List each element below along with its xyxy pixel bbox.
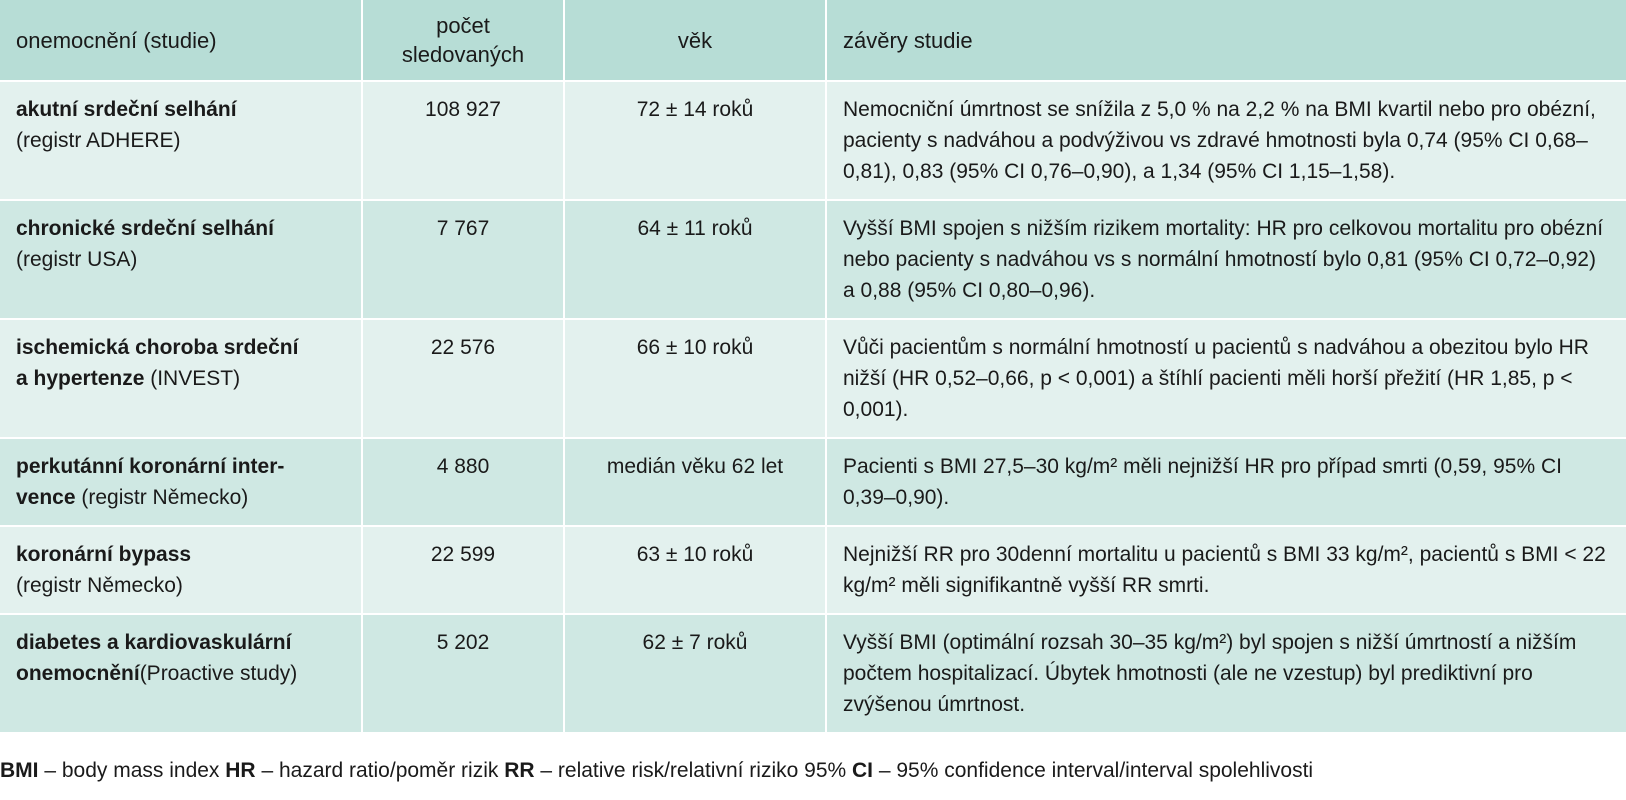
footnote-definition: – hazard ratio/poměr rizik — [255, 759, 505, 782]
cell-disease — [0, 200, 362, 319]
footnote-definition: – body mass index — [38, 759, 226, 782]
cell-age: 66 ± 10 roků — [564, 319, 826, 438]
header-conclusions: závěry studie — [826, 0, 1626, 81]
disease-name-bold-2: onemocnění — [16, 662, 140, 685]
footnote-abbr: HR — [225, 759, 256, 782]
cell-disease — [0, 614, 362, 733]
table-row — [0, 438, 1626, 526]
header-age: věk — [564, 0, 826, 81]
table-row — [0, 526, 1626, 614]
footnote-definition: – 95% confidence interval/interval spolehlivosti — [873, 759, 1314, 782]
disease-study: (registr Německo) — [75, 486, 249, 509]
cell-disease — [0, 319, 362, 438]
disease-name-bold-2: a hypertenze — [16, 367, 145, 390]
cell-count: 5 202 — [362, 614, 564, 733]
footnote-definition: – relative risk/relativní riziko 95% — [534, 759, 853, 782]
disease-name-bold-1: akutní srdeční selhání — [16, 98, 237, 121]
cell-conclusion: Vůči pacientům s normální hmotností u pacientů s nadváhou a obezitou bylo HR nižší (HR 0,52–0,66, p < 0,001) a štíhlí pacienti měli horší přežití (HR 1,85, p < 0,001). — [826, 319, 1626, 438]
header-count — [362, 0, 564, 81]
cell-count: 22 599 — [362, 526, 564, 614]
abbreviations-footnote — [0, 756, 1313, 786]
table-header-row — [0, 0, 1626, 81]
table-body — [0, 81, 1626, 733]
cell-conclusion: Pacienti s BMI 27,5–30 kg/m² měli nejnižší HR pro případ smrti (0,59, 95% CI 0,39–0,90). — [826, 438, 1626, 526]
cell-disease — [0, 81, 362, 200]
cell-disease — [0, 526, 362, 614]
cell-conclusion: Nemocniční úmrtnost se snížila z 5,0 % na 2,2 % na BMI kvartil nebo pro obézní, pacienty s nadváhou a podvýživou vs zdravé hmotnosti byla 0,74 (95% CI 0,68–0,81), 0,83 (95% CI 0,76–0,90), a 1,34 (95% CI 1,15–1,58). — [826, 81, 1626, 200]
table-row — [0, 81, 1626, 200]
footnote-abbr: BMI — [0, 759, 39, 782]
cell-age: 72 ± 14 roků — [564, 81, 826, 200]
footnote-abbr: RR — [504, 759, 535, 782]
cell-disease — [0, 438, 362, 526]
header-count-line1: počet — [436, 13, 490, 38]
cell-age: 64 ± 11 roků — [564, 200, 826, 319]
disease-study: (registr USA) — [16, 248, 138, 271]
disease-study: (registr ADHERE) — [16, 129, 181, 152]
footnote-abbr: CI — [852, 759, 874, 782]
table-row — [0, 319, 1626, 438]
disease-name-bold-1: koronární bypass — [16, 543, 192, 566]
cell-conclusion: Vyšší BMI spojen s nižším rizikem mortality: HR pro celkovou mortalitu pro obézní nebo pacienty s nadváhou vs s normální hmotností bylo 0,81 (95% CI 0,72–0,92) a 0,88 (95% CI 0,80–0,96). — [826, 200, 1626, 319]
cell-conclusion: Vyšší BMI (optimální rozsah 30–35 kg/m²) byl spojen s nižší úmrtností a nižším počtem hospitalizací. Úbytek hmotnosti (ale ne vzestup) byl prediktivní pro zvýšenou úmrtnost. — [826, 614, 1626, 733]
cell-age: 63 ± 10 roků — [564, 526, 826, 614]
cell-count: 4 880 — [362, 438, 564, 526]
cell-age: medián věku 62 let — [564, 438, 826, 526]
cell-age: 62 ± 7 roků — [564, 614, 826, 733]
disease-name-bold-1: ischemická choroba srdeční — [16, 336, 299, 359]
table-row — [0, 614, 1626, 733]
header-count-line2: sledovaných — [401, 42, 525, 67]
disease-study: (Proactive study) — [139, 662, 298, 685]
disease-name-bold-1: perkutánní koronární inter- — [16, 455, 285, 478]
disease-name-bold-2: vence — [16, 486, 76, 509]
cell-count: 22 576 — [362, 319, 564, 438]
disease-name-bold-1: diabetes a kardiovaskulární — [16, 631, 292, 654]
disease-name-bold-1: chronické srdeční selhání — [16, 217, 274, 240]
table-row — [0, 200, 1626, 319]
cell-count: 108 927 — [362, 81, 564, 200]
disease-study: (INVEST) — [144, 367, 241, 390]
disease-study: (registr Německo) — [16, 574, 183, 597]
header-disease: onemocnění (studie) — [0, 0, 362, 81]
cell-count: 7 767 — [362, 200, 564, 319]
cell-conclusion: Nejnižší RR pro 30denní mortalitu u pacientů s BMI 33 kg/m², pacientů s BMI < 22 kg/m² měli signifikantně vyšší RR smrti. — [826, 526, 1626, 614]
